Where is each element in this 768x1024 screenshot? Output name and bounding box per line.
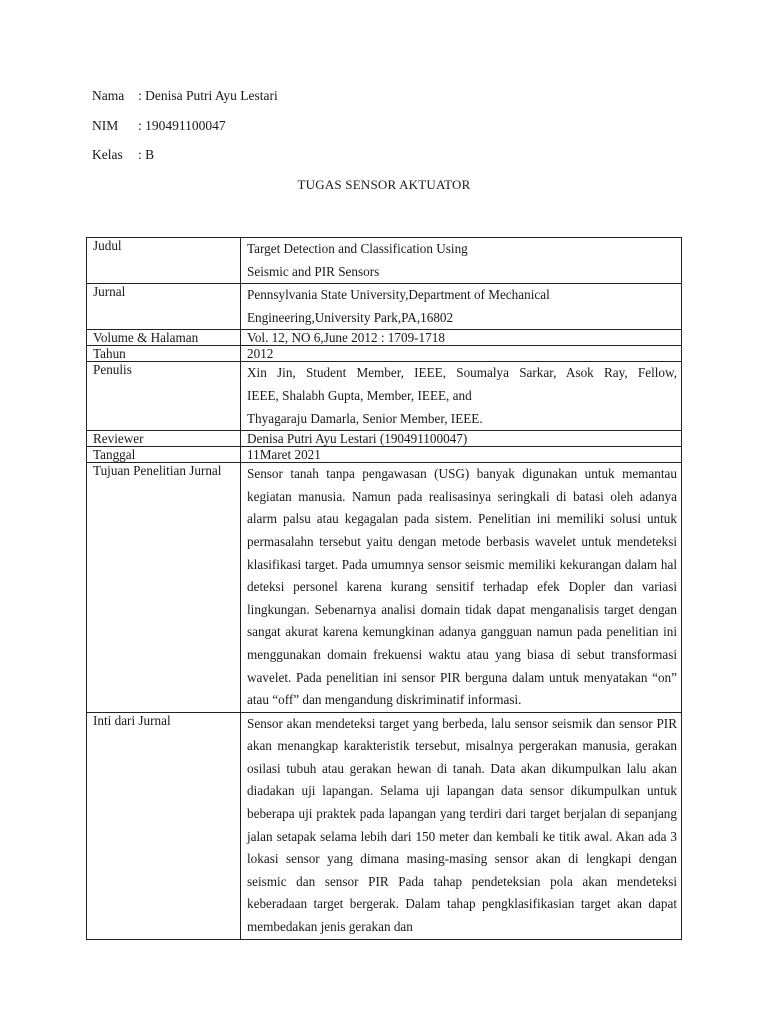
jurnal-line-2: Engineering,University Park,PA,16802 xyxy=(247,309,454,325)
judul-line-2: Seismic and PIR Sensors xyxy=(247,263,380,279)
tahun-value: 2012 xyxy=(241,346,682,362)
reviewer-label: Reviewer xyxy=(87,431,241,447)
judul-value xyxy=(241,238,682,284)
nama-label: Nama xyxy=(92,88,125,103)
row-judul xyxy=(87,238,682,284)
penulis-line-1: Xin Jin, Student Member, IEEE, Soumalya Sarkar, Asok Ray, Fellow, xyxy=(247,365,677,381)
nama-line xyxy=(92,88,278,104)
row-reviewer xyxy=(87,431,682,447)
jurnal-line-1: Pennsylvania State University,Department of Mechanical xyxy=(247,287,550,303)
row-tahun xyxy=(87,346,682,362)
jurnal-value xyxy=(241,284,682,330)
nim-label: NIM xyxy=(92,118,119,133)
kelas-line xyxy=(92,147,154,163)
jurnal-label: Jurnal xyxy=(87,284,241,330)
row-volume xyxy=(87,330,682,346)
document-title: TUGAS SENSOR AKTUATOR xyxy=(297,177,471,192)
penulis-label: Penulis xyxy=(87,362,241,431)
penulis-value xyxy=(241,362,682,431)
row-tujuan xyxy=(87,463,682,713)
volume-value: Vol. 12, NO 6,June 2012 : 1709-1718 xyxy=(241,330,682,346)
inti-value: Sensor akan mendeteksi target yang berbeda, lalu sensor seismik dan sensor PIR akan menangkap karakteristik tersebut, misalnya pergerakan manusia, gerakan osilasi tubuh atau gerakan hewan di tanah. Data akan dikumpulkan lalu akan diadakan uji lapangan. Selama uji lapangan data sensor dikumpulkan untuk beberapa uji praktek pada lapangan yang terdiri dari target berjalan di sepanjang jalan setapak selama lebih dari 150 meter dan kembali ke titik awal. Akan ada 3 lokasi sensor yang dimana masing-masing sensor akan di lengkapi dengan seismic dan sensor PIR Pada tahap pendeteksian pola akan mendeteksi keberadaan target bergerak. Dalam tahap pengklasifikasian target akan dapat membedakan jenis gerakan dan xyxy=(241,712,682,939)
row-inti xyxy=(87,712,682,939)
nim-line xyxy=(92,118,226,134)
tujuan-label: Tujuan Penelitian Jurnal xyxy=(87,463,241,713)
penulis-line-3: Thyagaraju Damarla, Senior Member, IEEE. xyxy=(247,410,483,426)
judul-line-1: Target Detection and Classification Using xyxy=(247,241,468,256)
reviewer-value: Denisa Putri Ayu Lestari (190491100047) xyxy=(241,431,682,447)
row-jurnal xyxy=(87,284,682,330)
tahun-label: Tahun xyxy=(87,346,241,362)
judul-label: Judul xyxy=(87,238,241,284)
volume-label: Volume & Halaman xyxy=(87,330,241,346)
tanggal-label: Tanggal xyxy=(87,447,241,463)
inti-label: Inti dari Jurnal xyxy=(87,712,241,939)
kelas-label: Kelas xyxy=(92,147,123,162)
kelas-value: : B xyxy=(138,147,155,162)
row-tanggal xyxy=(87,447,682,463)
penulis-line-2: IEEE, Shalabh Gupta, Member, IEEE, and xyxy=(247,387,472,403)
row-penulis xyxy=(87,362,682,431)
tanggal-value: 11Maret 2021 xyxy=(241,447,682,463)
nim-value: : 190491100047 xyxy=(138,118,226,133)
tujuan-value: Sensor tanah tanpa pengawasan (USG) banyak digunakan untuk memantau kegiatan manusia. Namun pada realisasinya seringkali di batasi oleh adanya alarm palsu atau kegagalan pada sistem. Penelitian ini memiliki solusi untuk permasalahn tersebut yaitu dengan metode berbasis wavelet untuk mendeteksi klasifikasi target. Pada umumnya sensor seismic memiliki kekurangan dalam hal deteksi personel karena kurang sensitif terhadap efek Dopler dan variasi lingkungan. Sebenarnya analisi domain tidak dapat menganalisis target dengan sangat akurat karena kemungkinan adanya gangguan namun pada penelitian ini menggunakan domain frekuensi waktu atau yang biasa di sebut transformasi wavelet. Pada penelitian ini sensor PIR berguna dalam untuk menyatakan “on” atau “off” dan mengandung diskriminatif informasi. xyxy=(241,463,682,713)
review-table xyxy=(86,237,682,940)
nama-value: : Denisa Putri Ayu Lestari xyxy=(138,88,278,103)
